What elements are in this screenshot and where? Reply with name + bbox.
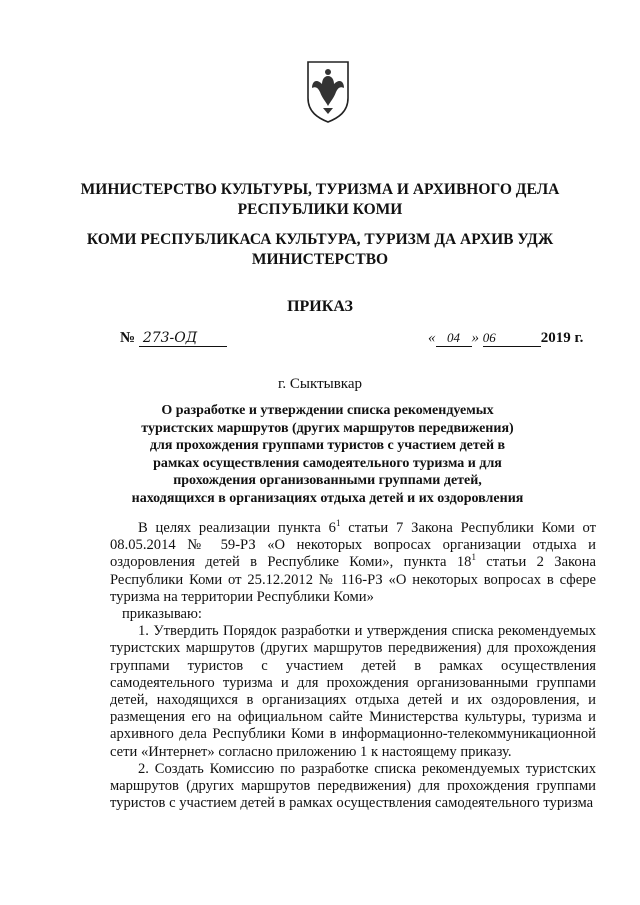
ministry-ru-line-1: МИНИСТЕРСТВО КУЛЬТУРЫ, ТУРИЗМА И АРХИВНОГО ДЕЛА <box>80 181 560 198</box>
date-month: 06 <box>483 330 541 347</box>
preamble-paragraph <box>110 520 596 606</box>
order-body <box>110 520 596 812</box>
date-year: 2019 г. <box>540 330 584 346</box>
order-date <box>428 330 583 347</box>
preamble-part-3: статьи 2 Закона Республики Коми от 25.12.2012 № 116-РЗ «О некоторых вопросах в сфере туризма на территории Республики Коми» <box>110 554 596 605</box>
ministry-komi-line-1: КОМИ РЕСПУБЛИКАСА КУЛЬТУРА, ТУРИЗМ ДА АРХИВ УДЖ <box>86 231 554 248</box>
preamble-sup-2: 1 <box>471 552 476 563</box>
item-2: 2. Создать Комиссию по разработке списка рекомендуемых туристских маршрутов (других маршрутов передвижения) для прохождения группами туристов с участием детей в рамках осуществления самодеятельного туризма <box>110 760 596 812</box>
document-type: ПРИКАЗ <box>287 298 353 315</box>
item-1: 1. Утвердить Порядок разработки и утверждения списка рекомендуемых туристских маршрутов (других маршрутов передвижения) для прохождения группами туристов с участием детей в рамках осуществления самодеятельного туризма и для прохождения организованными группами детей, находящихся в организациях отдыха детей и их оздоровления, и размещения его на официальном сайте Министерства культуры, туризма и архивного дела Республики Коми в информационно-телекоммуникационной сети «Интернет» согласно приложению 1 к настоящему приказу. <box>110 623 596 760</box>
ministry-komi-line-2: МИНИСТЕРСТВО <box>251 251 389 268</box>
preamble-part-2: статьи 7 Закона Республики Коми от 08.05.2014 № 59-РЗ «О некоторых вопросах организации отдыха и оздоровления детей в Республике Коми», пункта 18 <box>110 520 596 571</box>
order-word: приказываю: <box>122 606 202 623</box>
number-value: 273-ОД <box>139 330 227 347</box>
order-number <box>120 330 227 347</box>
date-open-quote: « <box>428 330 436 346</box>
order-subject: О разработке и утверждении списка рекомендуемых туристских маршрутов (других маршрутов передвижения) для прохождения группами туристов с участием детей в рамках осуществления самодеятельного туризма и для прохождения организованными группами детей, находящихся в организациях отдыха детей и их оздоровления <box>131 403 524 506</box>
city: г. Сыктывкар <box>277 376 363 392</box>
ministry-name-russian <box>70 180 570 220</box>
number-label: № <box>120 330 136 346</box>
preamble-part-1: В целях реализации пункта 6 <box>138 520 336 536</box>
ministry-name-komi <box>70 230 570 270</box>
preamble-sup-1: 1 <box>335 518 341 529</box>
ministry-ru-line-2: РЕСПУБЛИКИ КОМИ <box>237 201 403 218</box>
coat-of-arms-icon <box>304 58 352 124</box>
date-close-quote: » <box>471 330 479 346</box>
date-day: 04 <box>436 330 472 347</box>
